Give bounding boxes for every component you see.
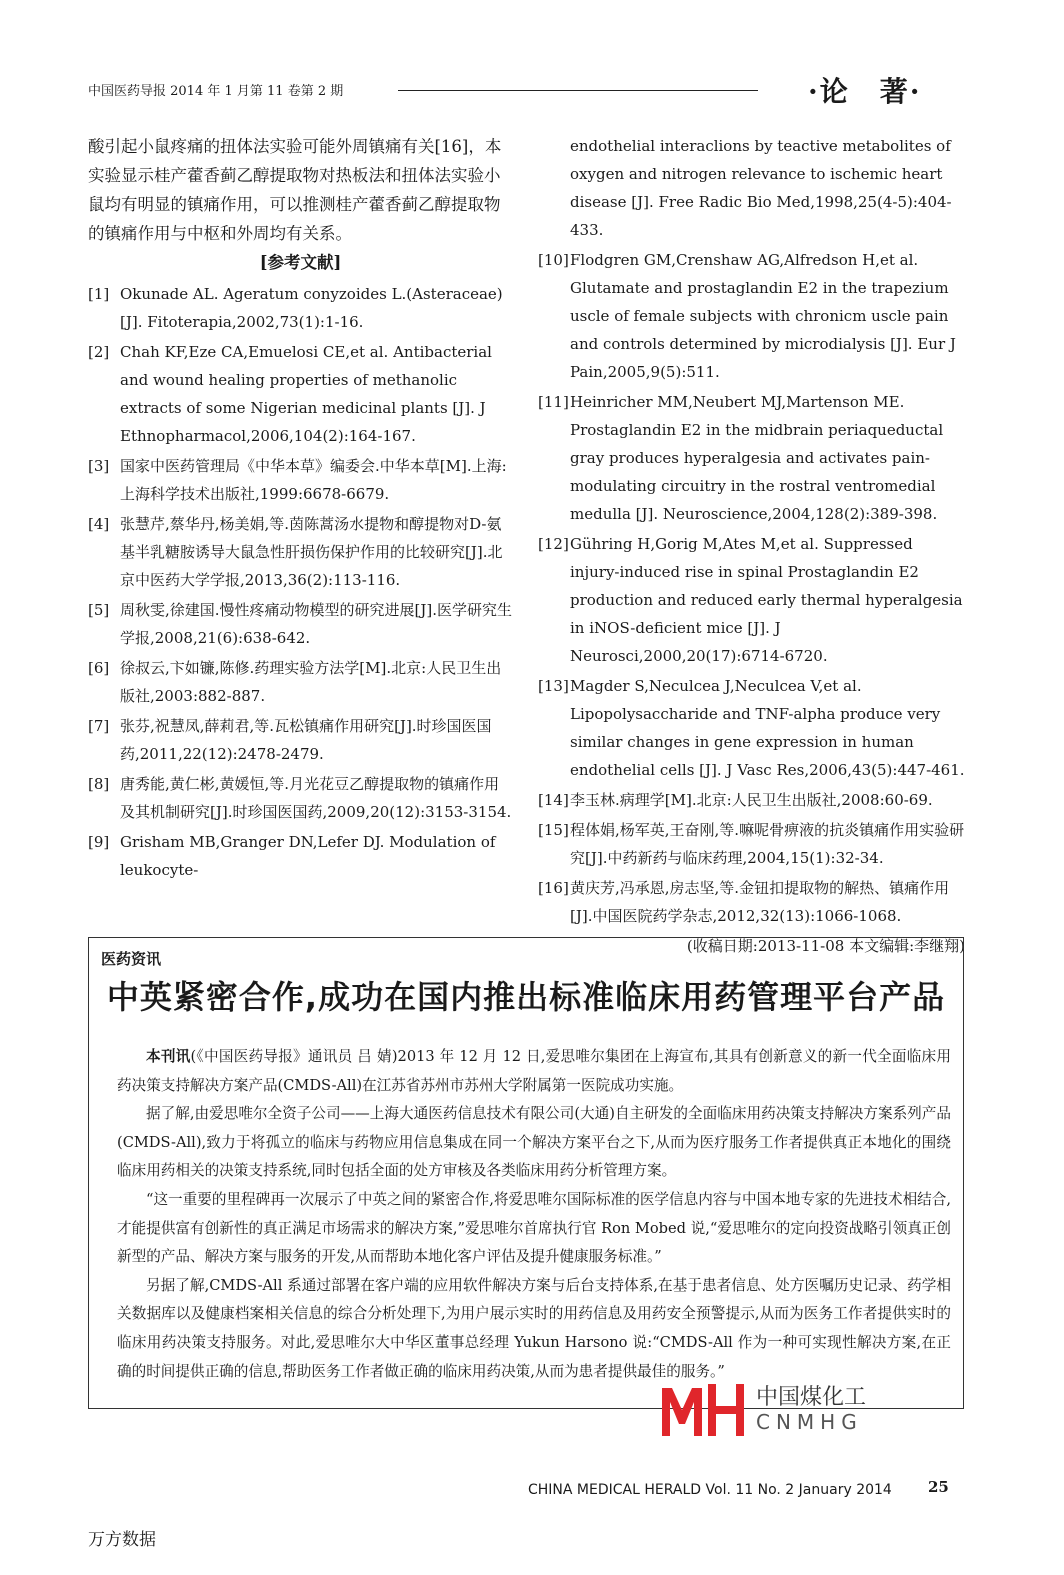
reference-number: [8] (88, 775, 110, 793)
reference-item (88, 452, 513, 508)
reference-text: 张芬,祝慧凤,薛莉君,等.瓦松镇痛作用研究[J].时珍国医国药,2011,22(12):2478-2479. (120, 717, 492, 763)
cnmhg-logo (660, 1376, 880, 1446)
reference-number: [3] (88, 457, 110, 475)
reference-item (88, 596, 513, 652)
reference-item (538, 874, 965, 930)
reference-text: 程体娟,杨军英,王奋刚,等.嘛呢骨痹液的抗炎镇痛作用实验研究[J].中药新药与临床药理,2004,15(1):32-34. (570, 821, 965, 867)
news-box (88, 937, 964, 1409)
reference-item (538, 530, 965, 670)
reference-text: 唐秀能,黄仁彬,黄媛恒,等.月光花豆乙醇提取物的镇痛作用及其机制研究[J].时珍国医国药,2009,20(12):3153-3154. (120, 775, 512, 821)
footer-journal: CHINA MEDICAL HERALD Vol. 11 No. 2 January 2014 (528, 1482, 892, 1498)
reference-continued (538, 132, 965, 244)
reference-number: [11] (538, 393, 569, 411)
reference-number: [15] (538, 821, 569, 839)
news-paragraph-2: 据了解,由爱思唯尔全资子公司——上海大通医药信息技术有限公司(大通)自主研发的全面临床用药决策支持解决方案系列产品(CMDS-All),致力于将孤立的临床与药物应用信息集成在同一个解决方案平台之下,从而为医疗服务工作者提供真正本地化的围绕临床用药相关的决策支持系统,同时包括全面的处方审核及各类临床用药分析管理方案。 (117, 1105, 951, 1180)
reference-number: [12] (538, 535, 569, 553)
references-title: [参考文献] (259, 253, 342, 272)
left-column (88, 132, 513, 886)
reference-number: [4] (88, 515, 110, 533)
reference-number: [6] (88, 659, 110, 677)
section-label: ·论 著· (808, 75, 922, 108)
reference-text: Gühring H,Gorig M,Ates M,et al. Suppressed injury-induced rise in spinal Prostaglandin E2 production and reduced early thermal hyperalgesia in iNOS-deficient mice [J]. J Neurosci,2000,20(17):6714-6720. (570, 535, 963, 665)
reference-item (88, 510, 513, 594)
news-title: 中英紧密合作,成功在国内推出标准临床用药管理平台产品 (106, 978, 946, 1016)
reference-item (538, 246, 965, 386)
reference-item (538, 388, 965, 528)
reference-item (538, 786, 965, 814)
news-paragraph-3: “这一重要的里程碑再一次展示了中英之间的紧密合作,将爱思唯尔国际标准的医学信息内容与中国本地专家的先进技术相结合,才能提供富有创新性的真正满足市场需求的解决方案,”爱思唯尔首席执行官 Ron Mobed 说,“爱思唯尔的定向投资战略引领真正创新型的产品、解决方案与服务的开发,从而帮助本地化客户评估及提升健康服务标准。” (117, 1190, 951, 1266)
receipt-note: (收稿日期:2013-11-08 本文编辑:李继翔) (686, 937, 965, 955)
reference-item (88, 654, 513, 710)
references-list-left (88, 280, 513, 884)
reference-number: [16] (538, 879, 569, 897)
reference-item (88, 770, 513, 826)
reference-item (88, 712, 513, 768)
news-paragraph-4: 另据了解,CMDS-All 系通过部署在客户端的应用软件解决方案与后台支持体系,在基于患者信息、处方医嘱历史记录、药学相关数据库以及健康档案相关信息的综合分析处理下,为用户展示实时的用药信息及用药安全预警提示,从而为医务工作者提供实时的临床用药决策支持服务。对此,爱思唯尔大中华区董事总经理 Yukun Harsono 说:“CMDS-All 作为一种可实现性解决方案,在正确的时间提供正确的信息,帮助医务工作者做正确的临床用药决策,从而为患者提供最佳的服务。” (117, 1276, 951, 1380)
news-section-label: 医药资讯 (101, 950, 162, 968)
reference-text: Okunade AL. Ageratum conyzoides L.(Asteraceae) [J]. Fitoterapia,2002,73(1):1-16. (120, 285, 503, 331)
reference-9-continued: endothelial interaclions by teactive metabolites of oxygen and nitrogen relevance to ischemic heart disease [J]. Free Radic Bio Med,1998,25(4-5):404-433. (570, 137, 952, 239)
reference-text: 黄庆芳,冯承恩,房志坚,等.金钮扣提取物的解热、镇痛作用[J].中国医院药学杂志,2012,32(13):1066-1068. (570, 879, 950, 925)
reference-number: [5] (88, 601, 110, 619)
reference-item (88, 828, 513, 884)
reference-number: [1] (88, 285, 110, 303)
header-rule (398, 90, 758, 91)
reference-item (538, 816, 965, 872)
logo-chinese: 中国煤化工 (756, 1385, 867, 1410)
watermark: 万方数据 (88, 1530, 156, 1550)
reference-text: 李玉林.病理学[M].北京:人民卫生出版社,2008:60-69. (570, 791, 933, 809)
news-body (117, 1043, 951, 1386)
logo-mark-icon (660, 1380, 748, 1440)
reference-number: [13] (538, 677, 569, 695)
reference-text: Grisham MB,Granger DN,Lefer DJ. Modulation of leukocyte- (120, 833, 496, 879)
reference-item (88, 280, 513, 336)
page-number: 25 (928, 1478, 949, 1496)
reference-text: 徐叔云,卞如镰,陈修.药理实验方法学[M].北京:人民卫生出版社,2003:882-887. (120, 659, 502, 705)
logo-english: CNMHG (756, 1410, 863, 1434)
reference-text: 周秋雯,徐建国.慢性疼痛动物模型的研究进展[J].医学研究生学报,2008,21(6):638-642. (120, 601, 513, 647)
references-list-right (538, 246, 965, 930)
journal-info: 中国医药导报 2014 年 1 月第 11 卷第 2 期 (88, 84, 344, 99)
reference-item (88, 338, 513, 450)
right-column (538, 132, 965, 960)
reference-number: [14] (538, 791, 569, 809)
reference-text: Chah KF,Eze CA,Emuelosi CE,et al. Antibacterial and wound healing properties of methanolic extracts of some Nigerian medicinal plants [J]. J Ethnopharmacol,2006,104(2):164-167. (120, 343, 492, 445)
reference-number: [2] (88, 343, 110, 361)
reference-text: 张慧芹,蔡华丹,杨美娟,等.茵陈蒿汤水提物和醇提物对D-氨基半乳糖胺诱导大鼠急性肝损伤保护作用的比较研究[J].北京中医药大学学报,2013,36(2):113-116. (120, 515, 503, 589)
reference-item (538, 672, 965, 784)
news-lead: 本刊讯 (146, 1048, 191, 1065)
reference-text: Heinricher MM,Neubert MJ,Martenson ME. Prostaglandin E2 in the midbrain periaqueductal gray produces hyperalgesia and activates pain-modulating circuitry in the rostral ventromedial medulla [J]. Neuroscience,2004,128(2):389-398. (570, 393, 944, 523)
reference-text: Flodgren GM,Crenshaw AG,Alfredson H,et al. Glutamate and prostaglandin E2 in the trapezium uscle of female subjects with chronicm uscle pain and controls determined by microdialysis [J]. Eur J Pain,2005,9(5):511. (570, 251, 956, 381)
reference-text: 国家中医药管理局《中华本草》编委会.中华本草[M].上海:上海科学技术出版社,1999:6678-6679. (120, 457, 507, 503)
body-paragraph: 酸引起小鼠疼痛的扭体法实验可能外周镇痛有关[16]，本实验显示桂产藿香蓟乙醇提取物对热板法和扭体法实验小鼠均有明显的镇痛作用，可以推测桂产藿香蓟乙醇提取物的镇痛作用与中枢和外周均有关系。 (88, 137, 502, 243)
reference-text: Magder S,Neculcea J,Neculcea V,et al. Lipopolysaccharide and TNF-alpha produce very similar changes in gene expression in human endothelial cells [J]. J Vasc Res,2006,43(5):447-461. (570, 677, 965, 779)
reference-number: [7] (88, 717, 110, 735)
reference-number: [9] (88, 833, 110, 851)
news-paragraph-1: 本刊讯(《中国医药导报》通讯员 吕 婧)2013 年 12 月 12 日,爱思唯尔集团在上海宣布,其具有创新意义的新一代全面临床用药决策支持解决方案产品(CMDS-All)在江苏省苏州市苏州大学附属第一医院成功实施。 (117, 1048, 951, 1094)
reference-number: [10] (538, 251, 569, 269)
